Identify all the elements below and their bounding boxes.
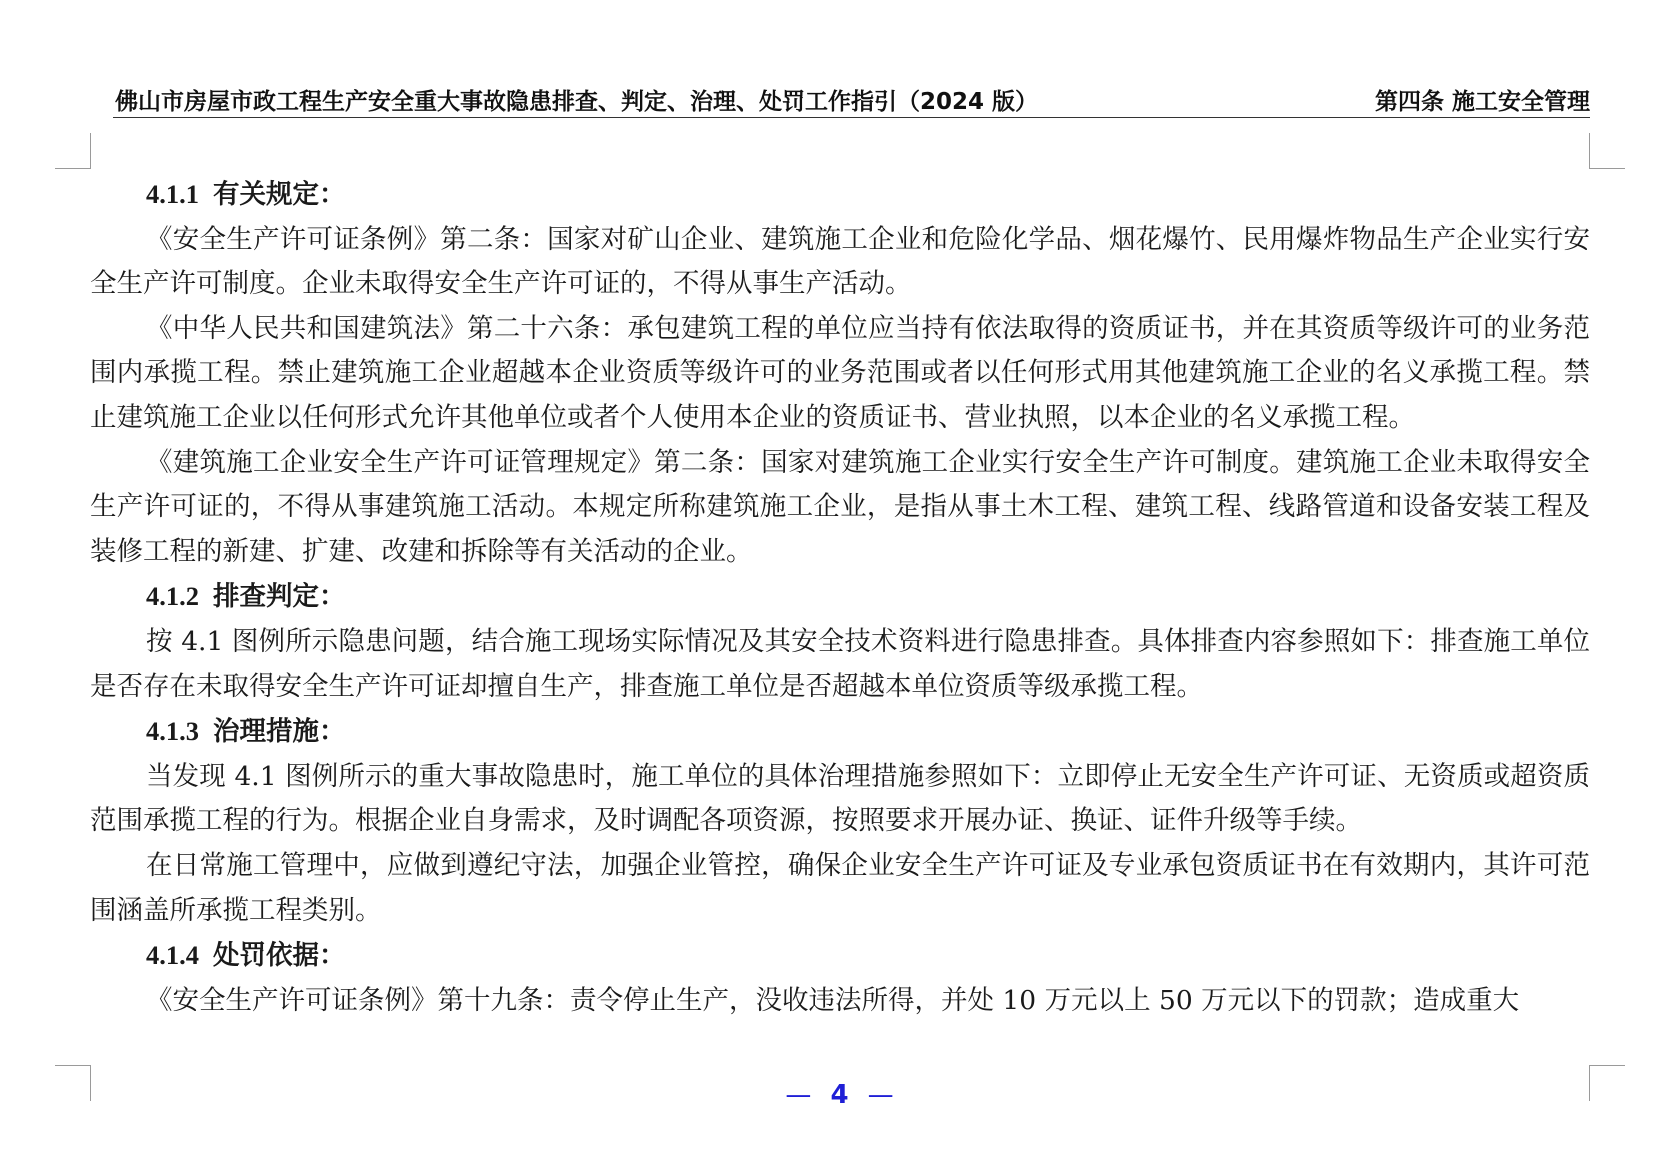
page-body [90, 172, 1590, 1023]
page-footer [0, 1080, 1679, 1110]
paragraph: 在日常施工管理中，应做到遵纪守法，加强企业管控，确保企业安全生产许可证及专业承包资质证书在有效期内，其许可范围涵盖所承揽工程类别。 [90, 849, 1590, 926]
paragraph: 《中华人民共和国建筑法》第二十六条：承包建筑工程的单位应当持有依法取得的资质证书，并在其资质等级许可的业务范围内承揽工程。禁止建筑施工企业超越本企业资质等级许可的业务范围或者以任何形式用其他建筑施工企业的名义承揽工程。禁止建筑施工企业以任何形式允许其他单位或者个人使用本企业的资质证书、营业执照，以本企业的名义承揽工程。 [90, 312, 1590, 433]
section-heading: 4.1.1 有关规定： [146, 179, 346, 210]
page-header [115, 80, 1590, 116]
footer-dash-left: — [785, 1080, 812, 1110]
paragraph: 《安全生产许可证条例》第十九条：责令停止生产，没收违法所得，并处 10 万元以上 50 万元以下的罚款；造成重大 [146, 984, 1520, 1016]
section-heading: 4.1.4 处罚依据： [146, 940, 346, 972]
footer-dash-right: — [867, 1080, 894, 1110]
header-rule [113, 117, 1590, 118]
document-title: 佛山市房屋市政工程生产安全重大事故隐患排查、判定、治理、处罚工作指引（2024 版） [115, 89, 1039, 115]
crop-mark-top-right [1589, 133, 1625, 169]
section-heading: 4.1.3 治理措施： [146, 716, 346, 748]
paragraph: 《安全生产许可证条例》第二条：国家对矿山企业、建筑施工企业和危险化学品、烟花爆竹、民用爆炸物品生产企业实行安全生产许可制度。企业未取得安全生产许可证的，不得从事生产活动。 [90, 223, 1590, 300]
paragraph: 按 4.1 图例所示隐患问题，结合施工现场实际情况及其安全技术资料进行隐患排查。具体排查内容参照如下：排查施工单位是否存在未取得安全生产许可证却擅自生产，排查施工单位是否超越本单位资质等级承揽工程。 [90, 625, 1590, 702]
chapter-title: 第四条 施工安全管理 [1374, 89, 1590, 115]
page-number: 4 [830, 1080, 849, 1110]
section-heading: 4.1.2 排查判定： [146, 581, 346, 613]
paragraph: 《建筑施工企业安全生产许可证管理规定》第二条：国家对建筑施工企业实行安全生产许可制度。建筑施工企业未取得安全生产许可证的，不得从事建筑施工活动。本规定所称建筑施工企业，是指从事土木工程、建筑工程、线路管道和设备安装工程及装修工程的新建、扩建、改建和拆除等有关活动的企业。 [90, 446, 1590, 567]
crop-mark-top-left [55, 133, 91, 169]
paragraph: 当发现 4.1 图例所示的重大事故隐患时，施工单位的具体治理措施参照如下：立即停止无安全生产许可证、无资质或超资质范围承揽工程的行为。根据企业自身需求，及时调配各项资源，按照要求开展办证、换证、证件升级等手续。 [90, 760, 1590, 837]
